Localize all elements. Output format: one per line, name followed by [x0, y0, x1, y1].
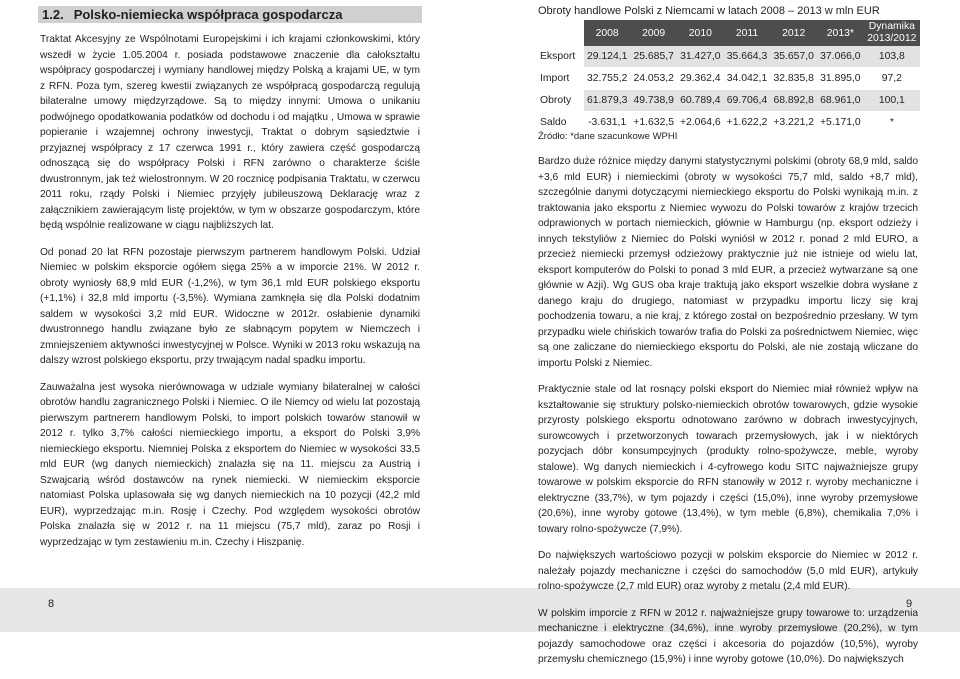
table-cell: +3.221,2: [770, 112, 817, 134]
table-cell: 25.685,7: [630, 46, 677, 68]
table-row: [538, 46, 920, 68]
page-number: 8: [48, 598, 55, 610]
table-cell: 29.362,4: [677, 68, 724, 90]
table-cell: 31.895,0: [817, 68, 864, 90]
section-number: 1.2.: [42, 7, 64, 22]
table-cell: 34.042,1: [724, 68, 771, 90]
table-cell: +1.622,2: [724, 112, 771, 134]
table-header-cell: 2008: [584, 20, 630, 46]
right-text-column: [538, 154, 918, 679]
paragraph: Bardzo duże różnice między danymi statystycznymi polskimi (obroty 68,9 mld, saldo +3,6 mld EUR) i niemieckimi (obroty w wysokości 75,7 mld, saldo +8,7 mld), szczególnie danymi dotyczącymi niemieckiego eksportu do Polski wynikają m.in. z traktowania jako eksportu z Niemiec wywozu do Polski towarów z krajów trzecich odprawionych w portach niemieckich, głównie w Hamburgu (np. eksport odzieży i innych tekstyliów z Niemiec do Polski wyniósł w 2012 r. ponad 2 mld EURO, a przecież niemiecki przemysł odzieżowy praktycznie już nie istnieje od wielu lat, eksport komputerów do Polski to ponad 3 mld EUR, a przecież wytwarzane są one głównie w Azji). Wg GUS oba kraje traktują jako eksport wszelkie dobra wysłane z danego kraju do drugiego, natomiast w przypadku importu liczy się kraj pochodzenia towaru, a nie kraj, z którego został on bezpośrednio przesłany. W tym przypadku wiele chińskich towarów trafia do Polski za pośrednictwem Niemiec, więc są one zaliczane do niemieckiego eksportu do Polski, ale nie zostają wliczane do importu Polski z Niemiec.: [538, 156, 918, 369]
table-cell: 24.053,2: [630, 68, 677, 90]
paragraph: Traktat Akcesyjny ze Wspólnotami Europejskimi i ich krajami członkowskimi, który wszedł w życie 1.05.2004 r. posiada podstawowe znaczenie dla całokształtu współpracy gospodarczej i wymiany handlowej między Polską a krajami UE, w tym z RFN. Poza tym, szereg kwestii związanych ze współpracą gospodarczą regulują bilateralne umowy międzyrządowe. Są to między innymi: Umowa o unikaniu podwójnego opodatkowania podatków od dochodu i od majątku , Umowa w sprawie popieranie i wzajemnej ochrony inwestycji, Traktat o dobrym sąsiedztwie i przyjaznej współpracy z 17 czerwca 1991 r., który zawiera część gospodarczą odnoszącą się do współpracy Polski i RFN zarówno o charakterze ściśle dwustronnym, jak też wielostronnym. W 20 rocznicę podpisania Traktatu, w czerwcu 2011 roku, rządy Polski i Niemiec przyjęły jubileuszową Deklarację wraz z załącznikiem zawierającym listę projektów, w tym w obszarze gospodarczym, które będą wspólnie realizowane w ciągu najbliższych lat.: [40, 34, 420, 231]
table-header-cell: 2013*: [817, 20, 864, 46]
table-cell: 68.961,0: [817, 90, 864, 112]
table-header-corner: [538, 20, 584, 46]
row-label: Eksport: [538, 46, 584, 68]
dynamics-label: Dynamika: [868, 21, 915, 32]
table-cell: 49.738,9: [630, 90, 677, 112]
table-cell: 35.664,3: [724, 46, 771, 68]
table-cell: +2.064,6: [677, 112, 724, 134]
paragraph: Zauważalna jest wysoka nierównowaga w udziale wymiany bilateralnej w całości obrotów handlu zagranicznego Polski i Niemiec. O ile Niemcy od wielu lat pozostają pierwszym partnerem handlowym Polski, to import polskich towarów stanowił w 2012 r. tylko 3,7% całości niemieckiego importu, a eksport do Polski 3,9% niemieckiego eksportu. Niemniej Polska z eksportem do Niemiec w wysokości 33,5 mld EUR (wg danych niemieckich) znalazła się na 11. miejscu za Austrią i Szwajcarią wśród dostawców na rynek niemiecki. W niemieckim eksporcie natomiast Polska uplasowała się wg danych niemieckich na 10 pozycji (42,2 mld EUR), wyprzedzając m.in. Rosję i Czechy. Pod względem wysokości obrotów Polska znalazła się w 2012 r. na 11 miejscu (75,7 mld), zaraz po Rosji i wyprzedzając w tym zestawieniu m.in. Czechy i Hiszpanię.: [40, 381, 420, 548]
paragraph: W polskim imporcie z RFN w 2012 r. najważniejsze grupy towarowe to: urządzenia mechaniczne i elektryczne (34,6%), inne wyroby przemysłowe (20,2%), w tym pojazdy samochodowe oraz części i akcesoria do pojazdów (10,5%), wyroby przemysłu chemicznego (15,9%) i inne wyroby gotowe (10,0%). Do największych: [538, 607, 918, 665]
table-cell: *: [864, 112, 920, 134]
table-cell: 35.657,0: [770, 46, 817, 68]
left-page: [0, 0, 480, 632]
table-cell: -3.631,1: [584, 112, 630, 134]
paragraph: Praktycznie stale od lat rosnący polski eksport do Niemiec miał również wpływ na kształtowanie się struktury polsko-niemieckich obrotów towarowych, gdzie wysokie przyrosty polskiego eksportu odnotowano zarówno w dobrach inwestycyjnych, surowcowych i przetworzonych towarach przemysłowych, jak i w niektórych pozycjach dóbr konsumpcyjnych (produkty rolno-spożywcze, meble, wyroby stalowe). Wg danych niemieckich i 4-cyfrowego kodu SITC najważniejsze grupy towarowe w polskim eksporcie do RFN stanowiły w 2012 r. wyroby mechaniczne i elektryczne (33,7%), w tym pojazdy i części (15,0%), inne wyroby przemysłowe (20,6%), inne wyroby gotowe (13,4%), w tym meble (6,8%), chemikalia 7,0% i towary rolno-spożywcze (7,9%).: [538, 384, 918, 535]
table-cell: 61.879,3: [584, 90, 630, 112]
table-title: Obroty handlowe Polski z Niemcami w latach 2008 – 2013 w mln EUR: [538, 5, 880, 17]
section-heading: [38, 6, 422, 23]
left-text-column: [40, 32, 420, 561]
table-header-cell: 2011: [724, 20, 771, 46]
table-header-row: [538, 20, 920, 46]
table-cell: 100,1: [864, 90, 920, 112]
table-cell: 60.789,4: [677, 90, 724, 112]
paragraph: Do największych wartościowo pozycji w polskim eksporcie do Niemiec w 2012 r. należały pojazdy mechaniczne i części do samochodów (5,0 mld EUR), artykuły rolno-spożywcze (2,7 mld EUR) oraz wyroby z metalu (2,4 mld EUR).: [538, 550, 918, 592]
dynamics-period: 2013/2012: [867, 33, 917, 44]
table-cell: 103,8: [864, 46, 920, 68]
table-header-cell: 2012: [770, 20, 817, 46]
table-cell: 32.835,8: [770, 68, 817, 90]
table-cell: 68.892,8: [770, 90, 817, 112]
table-cell: 69.706,4: [724, 90, 771, 112]
right-page: [480, 0, 960, 665]
row-label: Import: [538, 68, 584, 90]
table-cell: +1.632,5: [630, 112, 677, 134]
table-row: [538, 90, 920, 112]
table-cell: 29.124,1: [584, 46, 630, 68]
table-row: [538, 68, 920, 90]
table-source-note: Źródło: *dane szacunkowe WPHI: [538, 131, 678, 142]
page-number: 9: [906, 598, 913, 610]
table-header-cell: 2009: [630, 20, 677, 46]
table-cell: +5.171,0: [817, 112, 864, 134]
table-cell: 31.427,0: [677, 46, 724, 68]
section-title: Polsko-niemiecka współpraca gospodarcza: [73, 7, 343, 22]
paragraph: Od ponad 20 lat RFN pozostaje pierwszym partnerem handlowym Polski. Udział Niemiec w polskim eksporcie ogółem sięga 25% a w imporcie 21%. W 2012 r. obroty wyniosły 68,9 mld EUR (-1,2%), w tym 36,1 mld EUR polskiego eksportu (+1,1%) i 32,8 mld importu (-3,5%). Wymiana zamknęła się dla Polski dodatnim saldem w wysokości 3,2 mld EUR. Widoczne w 2012r. osłabienie dynamiki dwustronnego handlu związane było ze słabnącym popytem w Niemczech i zmniejszeniem aktywności inwestycyjnej w Polsce. Wyniki w 2013 roku wskazują na dalszy wzrost polskiego eksportu, przy trwającym nadal spadku importu.: [40, 246, 420, 366]
table-cell: 97,2: [864, 68, 920, 90]
table-header-cell: 2010: [677, 20, 724, 46]
row-label: Saldo: [538, 112, 584, 134]
table-cell: 37.066,0: [817, 46, 864, 68]
table-cell: 32.755,2: [584, 68, 630, 90]
trade-table: [538, 20, 920, 134]
table-header-dynamics: [864, 20, 920, 46]
row-label: Obroty: [538, 90, 584, 112]
